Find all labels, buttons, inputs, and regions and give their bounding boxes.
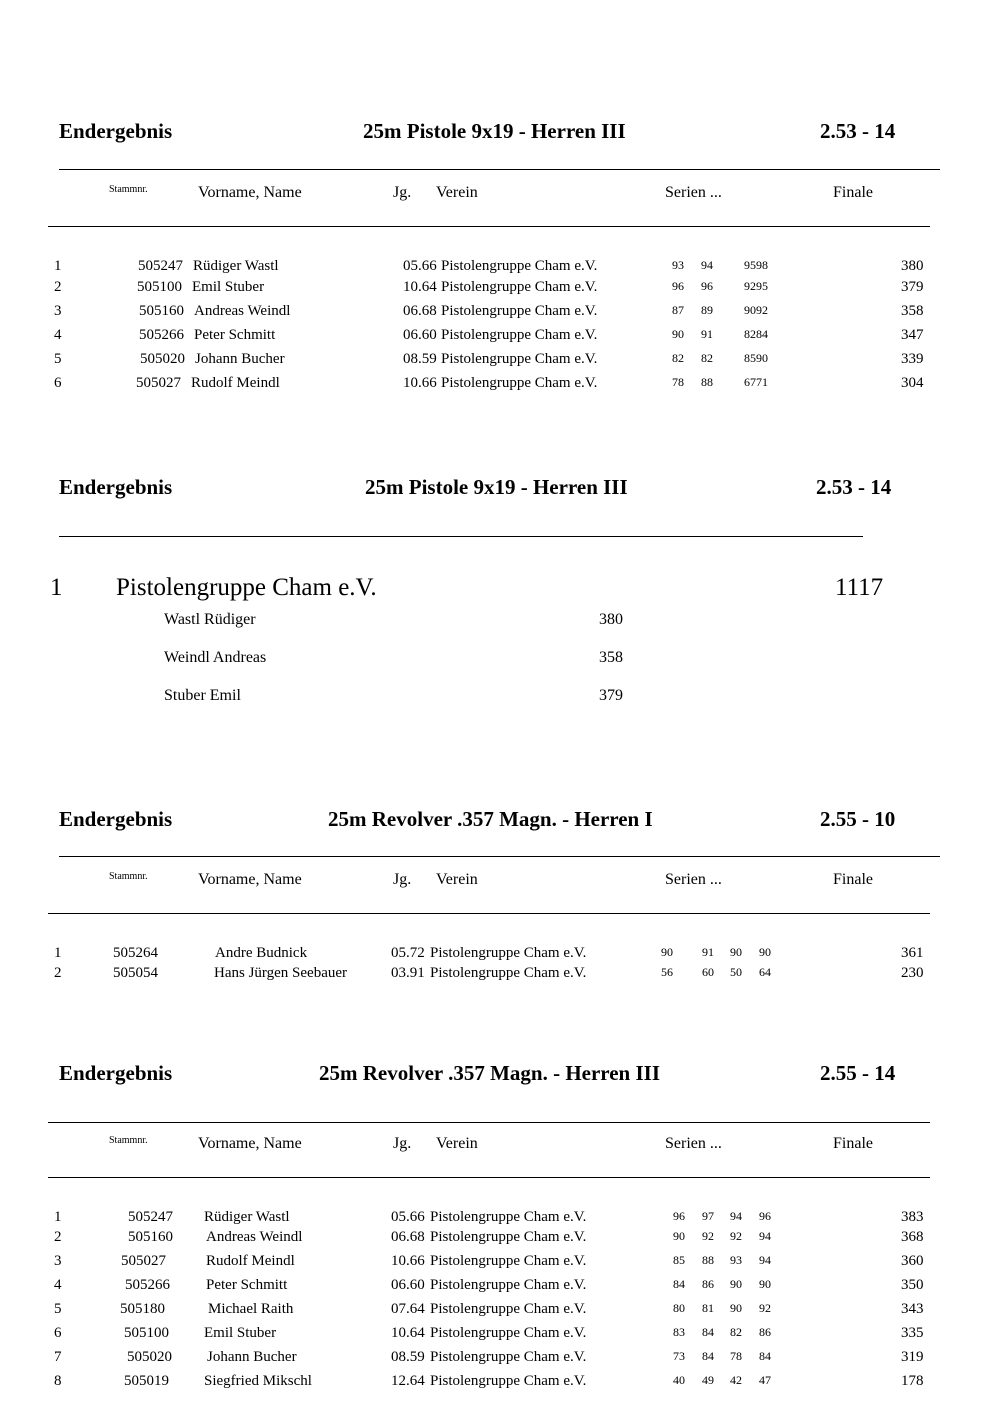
shooter-name: Johann Bucher — [195, 351, 285, 367]
shooter-name: Peter Schmitt — [206, 1277, 288, 1293]
finale: 358 — [901, 303, 924, 319]
series-1: 90 — [673, 1229, 685, 1243]
header-finale: Finale — [833, 1135, 873, 1152]
rank: 7 — [54, 1349, 62, 1365]
member-name: Wastl Rüdiger — [164, 611, 256, 628]
section-heading: Endergebnis — [59, 1061, 173, 1085]
stammnr: 505100 — [137, 279, 182, 295]
member-score: 358 — [599, 649, 623, 666]
finale: 178 — [901, 1373, 924, 1389]
series-2: 88 — [701, 375, 713, 389]
series-2: 84 — [702, 1349, 714, 1363]
series-1: 96 — [672, 279, 684, 293]
section-discipline: 25m Pistole 9x19 - Herren III — [363, 119, 626, 143]
shooter-name: Michael Raith — [208, 1301, 294, 1317]
series-1: 80 — [673, 1301, 685, 1315]
team-rank: 1 — [50, 574, 63, 601]
series-2: 94 — [701, 258, 713, 272]
header-name: Vorname, Name — [198, 871, 302, 888]
series-4: 96 — [759, 1209, 771, 1223]
header-serien: Serien ... — [665, 184, 722, 201]
series-3: 90 — [730, 1301, 742, 1315]
series-3: 50 — [730, 965, 742, 979]
divider — [59, 169, 940, 170]
rank: 6 — [54, 375, 62, 391]
section-heading: Endergebnis — [59, 807, 173, 831]
club: Pistolengruppe Cham e.V. — [441, 351, 598, 367]
rank: 2 — [54, 279, 62, 295]
series-4: 92 — [759, 1301, 771, 1315]
header-verein: Verein — [436, 1135, 478, 1152]
stammnr: 505027 — [136, 375, 181, 391]
divider — [48, 226, 930, 227]
member-score: 380 — [599, 611, 623, 628]
jahrgang: 10.64 — [403, 279, 437, 295]
jahrgang: 05.66 — [403, 258, 437, 274]
divider — [48, 1177, 930, 1178]
rank: 4 — [54, 1277, 62, 1293]
shooter-name: Andreas Weindl — [206, 1229, 303, 1245]
divider — [48, 1122, 930, 1123]
series-2: 91 — [701, 327, 713, 341]
series-1: 83 — [673, 1325, 685, 1339]
finale: 319 — [901, 1349, 924, 1365]
shooter-name: Siegfried Mikschl — [204, 1373, 312, 1389]
header-serien: Serien ... — [665, 871, 722, 888]
member-name: Weindl Andreas — [164, 649, 267, 666]
series-3: 8284 — [744, 327, 768, 341]
header-stammnr: Stammnr. — [109, 871, 148, 882]
finale: 380 — [901, 258, 924, 274]
header-jg: Jg. — [393, 184, 412, 201]
rank: 8 — [54, 1373, 62, 1389]
series-3: 42 — [730, 1373, 742, 1387]
team-total: 1117 — [835, 574, 884, 601]
finale: 383 — [901, 1209, 924, 1225]
series-1: 73 — [673, 1349, 685, 1363]
series-3: 9295 — [744, 279, 768, 293]
series-2: 89 — [701, 303, 713, 317]
member-score: 379 — [599, 687, 623, 704]
stammnr: 505020 — [127, 1349, 172, 1365]
stammnr: 505180 — [120, 1301, 165, 1317]
header-verein: Verein — [436, 871, 478, 888]
series-2: 60 — [702, 965, 714, 979]
stammnr: 505266 — [125, 1277, 170, 1293]
finale: 304 — [901, 375, 924, 391]
jahrgang: 06.60 — [391, 1277, 425, 1293]
series-1: 84 — [673, 1277, 685, 1291]
series-2: 82 — [701, 351, 713, 365]
jahrgang: 07.64 — [391, 1301, 425, 1317]
shooter-name: Emil Stuber — [192, 279, 265, 295]
rank: 3 — [54, 1253, 62, 1269]
series-3: 6771 — [744, 375, 768, 389]
series-2: 86 — [702, 1277, 714, 1291]
series-1: 40 — [673, 1373, 685, 1387]
finale: 343 — [901, 1301, 924, 1317]
club: Pistolengruppe Cham e.V. — [430, 1253, 587, 1269]
series-2: 96 — [701, 279, 713, 293]
series-2: 49 — [702, 1373, 714, 1387]
jahrgang: 12.64 — [391, 1373, 425, 1389]
section-discipline: 25m Revolver .357 Magn. - Herren I — [328, 807, 653, 831]
finale: 368 — [901, 1229, 924, 1245]
series-3: 90 — [730, 1277, 742, 1291]
series-1: 96 — [673, 1209, 685, 1223]
rank: 3 — [54, 303, 62, 319]
stammnr: 505160 — [128, 1229, 173, 1245]
series-2: 92 — [702, 1229, 714, 1243]
jahrgang: 10.66 — [391, 1253, 425, 1269]
series-1: 78 — [672, 375, 684, 389]
stammnr: 505160 — [139, 303, 184, 319]
rank: 6 — [54, 1325, 62, 1341]
section-discipline: 25m Pistole 9x19 - Herren III — [365, 475, 628, 499]
club: Pistolengruppe Cham e.V. — [430, 1209, 587, 1225]
stammnr: 505264 — [113, 945, 158, 961]
club: Pistolengruppe Cham e.V. — [430, 965, 587, 981]
series-1: 90 — [661, 945, 673, 959]
finale: 347 — [901, 327, 924, 343]
finale: 335 — [901, 1325, 924, 1341]
stammnr: 505100 — [124, 1325, 169, 1341]
club: Pistolengruppe Cham e.V. — [430, 1325, 587, 1341]
series-3: 9092 — [744, 303, 768, 317]
header-verein: Verein — [436, 184, 478, 201]
series-1: 85 — [673, 1253, 685, 1267]
stammnr: 505027 — [121, 1253, 166, 1269]
section-heading: Endergebnis — [59, 119, 173, 143]
section-code: 2.53 - 14 — [820, 119, 896, 143]
rank: 1 — [54, 1209, 62, 1225]
finale: 350 — [901, 1277, 924, 1293]
series-3: 8590 — [744, 351, 768, 365]
finale: 339 — [901, 351, 924, 367]
series-1: 93 — [672, 258, 684, 272]
divider — [48, 913, 930, 914]
stammnr: 505247 — [128, 1209, 173, 1225]
series-4: 64 — [759, 965, 771, 979]
header-serien: Serien ... — [665, 1135, 722, 1152]
club: Pistolengruppe Cham e.V. — [430, 1373, 587, 1389]
shooter-name: Rüdiger Wastl — [204, 1209, 290, 1225]
series-2: 81 — [702, 1301, 714, 1315]
header-finale: Finale — [833, 871, 873, 888]
series-4: 86 — [759, 1325, 771, 1339]
jahrgang: 03.91 — [391, 965, 425, 981]
member-name: Stuber Emil — [164, 687, 241, 704]
series-4: 90 — [759, 1277, 771, 1291]
section-code: 2.53 - 14 — [816, 475, 892, 499]
shooter-name: Andre Budnick — [215, 945, 308, 961]
series-3: 78 — [730, 1349, 742, 1363]
shooter-name: Johann Bucher — [207, 1349, 297, 1365]
series-4: 94 — [759, 1253, 771, 1267]
shooter-name: Emil Stuber — [204, 1325, 277, 1341]
stammnr: 505020 — [140, 351, 185, 367]
series-3: 82 — [730, 1325, 742, 1339]
finale: 230 — [901, 965, 924, 981]
series-2: 97 — [702, 1209, 714, 1223]
jahrgang: 05.72 — [391, 945, 425, 961]
series-3: 90 — [730, 945, 742, 959]
shooter-name: Andreas Weindl — [194, 303, 291, 319]
jahrgang: 06.68 — [391, 1229, 425, 1245]
finale: 360 — [901, 1253, 924, 1269]
club: Pistolengruppe Cham e.V. — [430, 1229, 587, 1245]
rank: 5 — [54, 1301, 62, 1317]
section-code: 2.55 - 10 — [820, 807, 896, 831]
header-jg: Jg. — [393, 871, 412, 888]
club: Pistolengruppe Cham e.V. — [441, 375, 598, 391]
shooter-name: Rüdiger Wastl — [193, 258, 279, 274]
section-discipline: 25m Revolver .357 Magn. - Herren III — [319, 1061, 661, 1085]
club: Pistolengruppe Cham e.V. — [441, 327, 598, 343]
series-3: 9598 — [744, 258, 768, 272]
series-1: 56 — [661, 965, 673, 979]
rank: 2 — [54, 965, 62, 981]
header-stammnr: Stammnr. — [109, 1135, 148, 1146]
stammnr: 505054 — [113, 965, 158, 981]
divider — [59, 856, 940, 857]
rank: 1 — [54, 258, 62, 274]
series-3: 92 — [730, 1229, 742, 1243]
club: Pistolengruppe Cham e.V. — [441, 303, 598, 319]
shooter-name: Hans Jürgen Seebauer — [214, 965, 348, 981]
jahrgang: 10.66 — [403, 375, 437, 391]
club: Pistolengruppe Cham e.V. — [430, 1277, 587, 1293]
rank: 4 — [54, 327, 62, 343]
divider — [59, 536, 863, 537]
section-code: 2.55 - 14 — [820, 1061, 896, 1085]
rank: 2 — [54, 1229, 62, 1245]
club: Pistolengruppe Cham e.V. — [430, 1301, 587, 1317]
club: Pistolengruppe Cham e.V. — [430, 945, 587, 961]
series-3: 94 — [730, 1209, 742, 1223]
series-1: 90 — [672, 327, 684, 341]
stammnr: 505019 — [124, 1373, 169, 1389]
jahrgang: 08.59 — [403, 351, 437, 367]
series-2: 91 — [702, 945, 714, 959]
finale: 379 — [901, 279, 924, 295]
series-4: 94 — [759, 1229, 771, 1243]
stammnr: 505247 — [138, 258, 183, 274]
club: Pistolengruppe Cham e.V. — [441, 279, 598, 295]
header-jg: Jg. — [393, 1135, 412, 1152]
jahrgang: 05.66 — [391, 1209, 425, 1225]
jahrgang: 08.59 — [391, 1349, 425, 1365]
header-stammnr: Stammnr. — [109, 184, 148, 195]
jahrgang: 06.68 — [403, 303, 437, 319]
team-name: Pistolengruppe Cham e.V. — [116, 574, 377, 601]
finale: 361 — [901, 945, 924, 961]
shooter-name: Rudolf Meindl — [191, 375, 280, 391]
series-4: 84 — [759, 1349, 771, 1363]
series-4: 90 — [759, 945, 771, 959]
club: Pistolengruppe Cham e.V. — [441, 258, 598, 274]
stammnr: 505266 — [139, 327, 184, 343]
series-4: 47 — [759, 1373, 771, 1387]
rank: 1 — [54, 945, 62, 961]
header-name: Vorname, Name — [198, 184, 302, 201]
header-finale: Finale — [833, 184, 873, 201]
shooter-name: Rudolf Meindl — [206, 1253, 295, 1269]
series-1: 82 — [672, 351, 684, 365]
series-1: 87 — [672, 303, 684, 317]
shooter-name: Peter Schmitt — [194, 327, 276, 343]
rank: 5 — [54, 351, 62, 367]
jahrgang: 10.64 — [391, 1325, 425, 1341]
club: Pistolengruppe Cham e.V. — [430, 1349, 587, 1365]
series-2: 88 — [702, 1253, 714, 1267]
jahrgang: 06.60 — [403, 327, 437, 343]
section-heading: Endergebnis — [59, 475, 173, 499]
header-name: Vorname, Name — [198, 1135, 302, 1152]
series-3: 93 — [730, 1253, 742, 1267]
series-2: 84 — [702, 1325, 714, 1339]
